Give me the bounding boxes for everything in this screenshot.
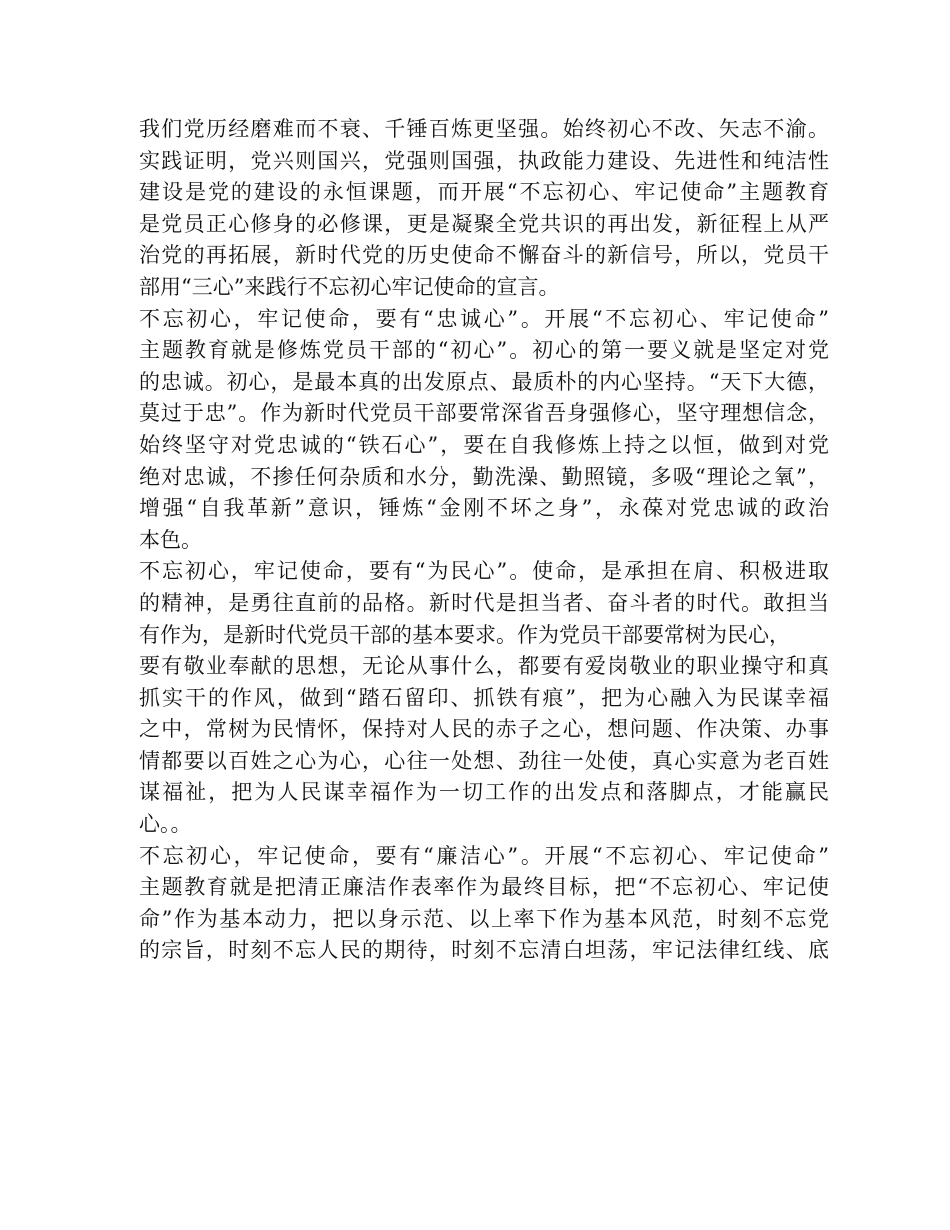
text-line: 始终坚守对党忠诚的“铁石心”，要在自我修炼上持之以恒，做到对党	[139, 432, 829, 457]
text-line: 不忘初心，牢记使命，要有“廉洁心”。开展“不忘初心、牢记使命”	[139, 843, 829, 868]
text-line: 主题教育就是修炼党员干部的“初心”。初心的第一要义就是坚定对党	[139, 338, 829, 363]
text-line: 不忘初心，牢记使命，要有“忠诚心”。开展“不忘初心、牢记使命”	[139, 306, 829, 331]
text-line: 的宗旨，时刻不忘人民的期待，时刻不忘清白坦荡，牢记法律红线、底	[139, 938, 829, 963]
text-line: 的精神，是勇往直前的品格。新时代是担当者、奋斗者的时代。敢担当	[139, 590, 829, 615]
text-line: 不忘初心，牢记使命，要有“为民心”。使命，是承担在肩、积极进取	[139, 559, 829, 584]
text-line: 谋福祉，把为人民谋幸福作为一切工作的出发点和落脚点，才能赢民	[139, 780, 829, 805]
text-line: 治党的再拓展，新时代党的历史使命不懈奋斗的新信号，所以，党员干	[139, 243, 829, 268]
document-body	[139, 114, 829, 967]
text-line: 之中，常树为民情怀，保持对人民的赤子之心，想问题、作决策、办事	[139, 717, 829, 742]
text-line: 部用“三心”来践行不忘初心牢记使命的宣言。	[139, 274, 560, 299]
text-line: 是党员正心修身的必修课，更是凝聚全党共识的再出发，新征程上从严	[139, 211, 829, 236]
text-line: 本色。	[139, 527, 202, 552]
text-line: 心。。	[139, 812, 192, 837]
text-line: 莫过于忠”。作为新时代党员干部要常深省吾身强修心，坚守理想信念，	[139, 401, 829, 426]
text-line: 的忠诚。初心，是最本真的出发原点、最质朴的内心坚持。“天下大德，	[139, 369, 829, 394]
text-line: 主题教育就是把清正廉洁作表率作为最终目标，把“不忘初心、牢记使	[139, 875, 829, 900]
text-line: 增强“自我革新”意识，锤炼“金刚不坏之身”，永葆对党忠诚的政治	[139, 496, 829, 521]
text-line: 命”作为基本动力，把以身示范、以上率下作为基本风范，时刻不忘党	[139, 906, 829, 931]
text-line: 我们党历经磨难而不衰、千锤百炼更坚强。始终初心不改、矢志不渝。	[139, 117, 829, 141]
text-line: 有作为，是新时代党员干部的基本要求。作为党员干部要常树为民心，	[139, 622, 790, 647]
text-line: 情都要以百姓之心为心，心往一处想、劲往一处使，真心实意为老百姓	[139, 748, 829, 773]
text-line: 要有敬业奉献的思想，无论从事什么，都要有爱岗敬业的职业操守和真	[139, 654, 829, 679]
text-line: 抓实干的作风，做到“踏石留印、抓铁有痕”，把为心融入为民谋幸福	[139, 685, 829, 710]
text-line: 绝对忠诚，不掺任何杂质和水分，勤洗澡、勤照镜，多吸“理论之氧”，	[139, 464, 829, 489]
text-line: 实践证明，党兴则国兴，党强则国强，执政能力建设、先进性和纯洁性	[139, 148, 829, 173]
text-line: 建设是党的建设的永恒课题，而开展“不忘初心、牢记使命”主题教育	[139, 180, 829, 205]
